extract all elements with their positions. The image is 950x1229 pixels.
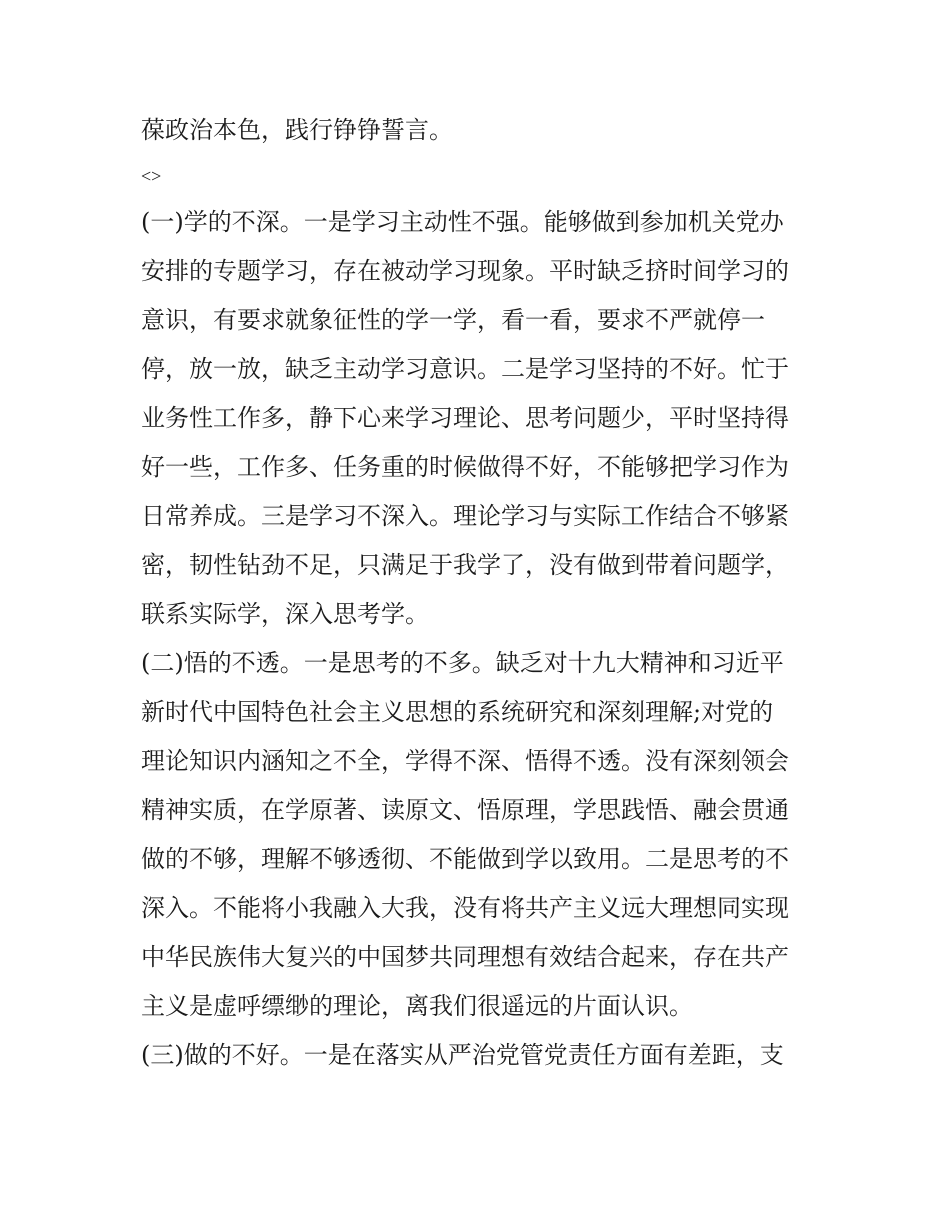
text-line: 葆政治本色，践行铮铮誓言。	[141, 116, 453, 144]
text-line: 深入。不能将小我融入大我，没有将共产主义远大理想同实现	[141, 894, 789, 922]
text-line: (一)学的不深。一是学习主动性不强。能够做到参加机关党办	[141, 208, 784, 236]
text-line: (二)悟的不透。一是思考的不多。缺乏对十九大精神和习近平	[141, 649, 784, 677]
section-marker: <>	[141, 166, 162, 186]
text-line: 主义是虚呼缥缈的理论，离我们很遥远的片面认识。	[141, 992, 693, 1020]
text-line: 业务性工作多，静下心来学习理论、思考问题少，平时坚持得	[141, 404, 789, 432]
text-line: 日常养成。三是学习不深入。理论学习与实际工作结合不够紧	[141, 502, 789, 530]
text-line: 新时代中国特色社会主义思想的系统研究和深刻理解;对党的	[141, 698, 774, 726]
text-line: 密，韧性钻劲不足，只满足于我学了，没有做到带着问题学，	[141, 551, 789, 579]
text-line: 意识，有要求就象征性的学一学，看一看，要求不严就停一	[141, 306, 765, 334]
text-line: 中华民族伟大复兴的中国梦共同理想有效结合起来，存在共产	[141, 943, 789, 971]
text-line: 理论知识内涵知之不全，学得不深、悟得不透。没有深刻领会	[141, 747, 789, 775]
text-line: 好一些，工作多、任务重的时候做得不好，不能够把学习作为	[141, 453, 789, 481]
text-line: 精神实质，在学原著、读原文、悟原理，学思践悟、融会贯通	[141, 796, 789, 824]
text-line: (三)做的不好。一是在落实从严治党管党责任方面有差距，支	[141, 1041, 784, 1069]
text-line: 联系实际学，深入思考学。	[141, 600, 429, 628]
text-line: 做的不够，理解不够透彻、不能做到学以致用。二是思考的不	[141, 845, 789, 873]
text-line: 安排的专题学习，存在被动学习现象。平时缺乏挤时间学习的	[141, 257, 789, 285]
text-line: 停，放一放，缺乏主动学习意识。二是学习坚持的不好。忙于	[141, 355, 789, 383]
